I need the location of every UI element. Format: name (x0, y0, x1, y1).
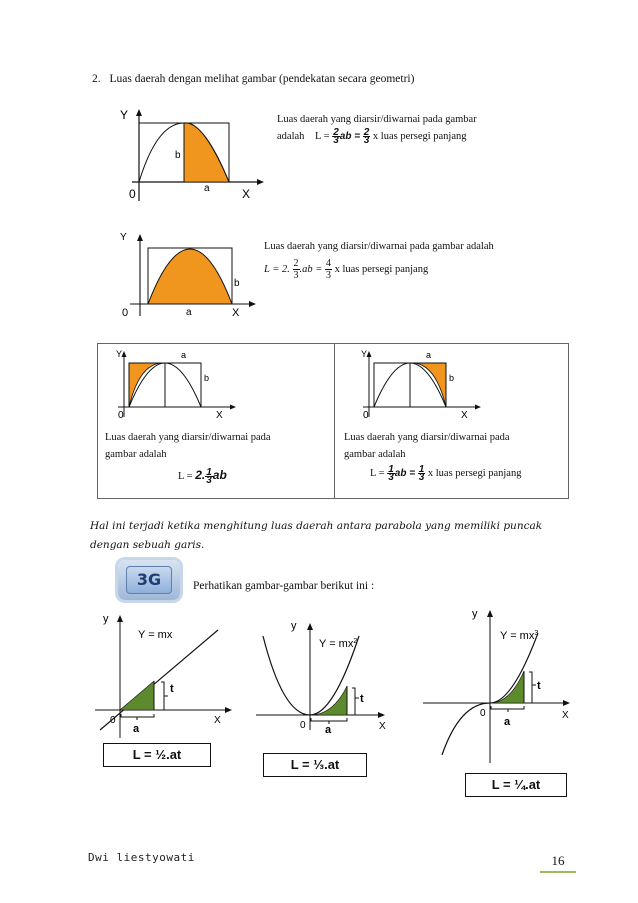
axis-x-label: X (216, 410, 223, 421)
fraction: $\frac{4}{3}$ (325, 258, 331, 281)
label-b: b (175, 150, 181, 161)
origin-label: 0 (480, 708, 486, 719)
fraction: $\frac{2}{3}$ (333, 127, 339, 146)
left-formula (178, 467, 227, 487)
label-t: t (170, 683, 174, 695)
axis-x-label: X (232, 307, 240, 319)
axis-x-label: X (379, 721, 386, 732)
fraction: $\frac{1}{3}$ (418, 464, 425, 483)
caption-prefix: adalah (277, 130, 305, 142)
section3g-intro: Perhatikan gambar-gambar berikut ini : (193, 580, 375, 592)
footer-author: Dwi liestyowati (88, 851, 195, 864)
label-b: b (204, 373, 210, 383)
formula-L: L = (315, 130, 330, 142)
caption-suffix: x luas persegi panjang (334, 263, 429, 275)
label-a: a (204, 183, 210, 194)
fig2-caption: Luas daerah yang diarsir/diwarnai pada gambar adalah (264, 241, 494, 252)
section-badge (118, 560, 180, 600)
label-a: a (504, 716, 511, 728)
shaded-triangle (120, 681, 154, 710)
fraction: $\frac{2}{3}$ (363, 127, 370, 146)
right-caption-line1: Luas daerah yang diarsir/diwarnai pada (344, 432, 510, 443)
left-caption-line2: gambar adalah (105, 449, 167, 460)
graph-linear (90, 610, 250, 740)
origin-label: 0 (122, 307, 129, 319)
area-formula-cubic: L = ¼.at (465, 773, 567, 797)
label-b: b (449, 373, 455, 383)
axis-x-label: X (214, 715, 221, 726)
page-number-underline (540, 871, 576, 873)
axis-y-label: y (472, 608, 478, 620)
label-a: a (325, 724, 332, 733)
figure-full-parabola (108, 228, 258, 320)
axis-y-label: y (291, 620, 297, 632)
badge-label: 3G (126, 566, 172, 594)
graph-cubic (420, 605, 580, 765)
page-number: 16 (551, 853, 565, 868)
label-a: a (186, 307, 192, 318)
axis-x-label: X (461, 410, 468, 421)
fig1-caption-line2 (277, 129, 467, 144)
shaded-region (310, 686, 347, 715)
note-line1: Hal ini terjadi ketika menghitung luas daerah antara parabola yang memiliki puncak (90, 520, 543, 532)
formula-coef: 2. (195, 468, 206, 482)
formula-L: L = 2. (264, 263, 290, 275)
formula-L: L = (178, 471, 193, 482)
left-caption-line1: Luas daerah yang diarsir/diwarnai pada (105, 432, 271, 443)
axis-y-label: y (103, 613, 109, 625)
axis-y-label: Y (116, 349, 123, 359)
fraction: $\frac{2}{3}$ (293, 258, 299, 281)
axis-y-label: Y (120, 108, 129, 122)
area-formula-linear: L = ½.at (103, 743, 211, 767)
origin-label: 0 (363, 410, 369, 421)
note-line2: dengan sebuah garis. (90, 539, 205, 551)
formula-ab: ab = (339, 130, 361, 142)
figure-right-corner (357, 345, 487, 421)
shaded-region (410, 363, 446, 407)
axis-y-label: Y (120, 232, 127, 243)
shaded-region (148, 249, 232, 304)
area-formula-quadratic: L = ⅓.at (263, 753, 367, 777)
equation-label: $Y = mx^2$ (319, 638, 358, 650)
formula-ab: ab = (394, 467, 416, 479)
graph-quadratic (253, 618, 403, 733)
origin-label: 0 (300, 720, 306, 731)
fraction: $\frac{1}{3}$ (206, 467, 212, 487)
origin-label: 0 (129, 187, 136, 201)
label-t: t (360, 693, 364, 705)
equation-label: $Y = mx^3$ (500, 630, 539, 642)
shaded-region (129, 363, 165, 407)
caption-suffix: x luas persegi panjang (427, 467, 522, 479)
right-formula (370, 466, 521, 481)
note-paragraph (90, 517, 542, 555)
shaded-region (184, 123, 229, 182)
label-t: t (537, 680, 541, 692)
axis-x-label: X (242, 187, 251, 201)
axis-x-label: X (562, 710, 569, 721)
table-divider (334, 343, 335, 498)
figure-left-corner (112, 345, 242, 421)
label-a: a (133, 723, 140, 735)
section-heading (92, 73, 414, 85)
formula-L: L = (370, 467, 385, 479)
fig1-caption-line1: Luas daerah yang diarsir/diwarnai pada gambar (277, 114, 477, 125)
right-caption-line2: gambar adalah (344, 449, 406, 460)
formula-ab: ab (212, 468, 227, 482)
formula-ab: .ab = (299, 263, 323, 275)
origin-label: 0 (110, 715, 116, 726)
fraction: $\frac{1}{3}$ (388, 464, 394, 483)
section-number: 2. (92, 73, 101, 85)
axis-y-label: Y (361, 349, 368, 359)
section-title: Luas daerah dengan melihat gambar (pendekatan secara geometri) (109, 73, 415, 85)
fig2-formula (264, 258, 428, 281)
origin-label: 0 (118, 410, 124, 421)
label-b: b (234, 278, 240, 289)
label-a: a (426, 350, 432, 360)
caption-suffix: x luas persegi panjang (372, 130, 467, 142)
label-a: a (181, 350, 187, 360)
figure-half-parabola (112, 105, 272, 207)
equation-label: Y = mx (138, 629, 173, 641)
